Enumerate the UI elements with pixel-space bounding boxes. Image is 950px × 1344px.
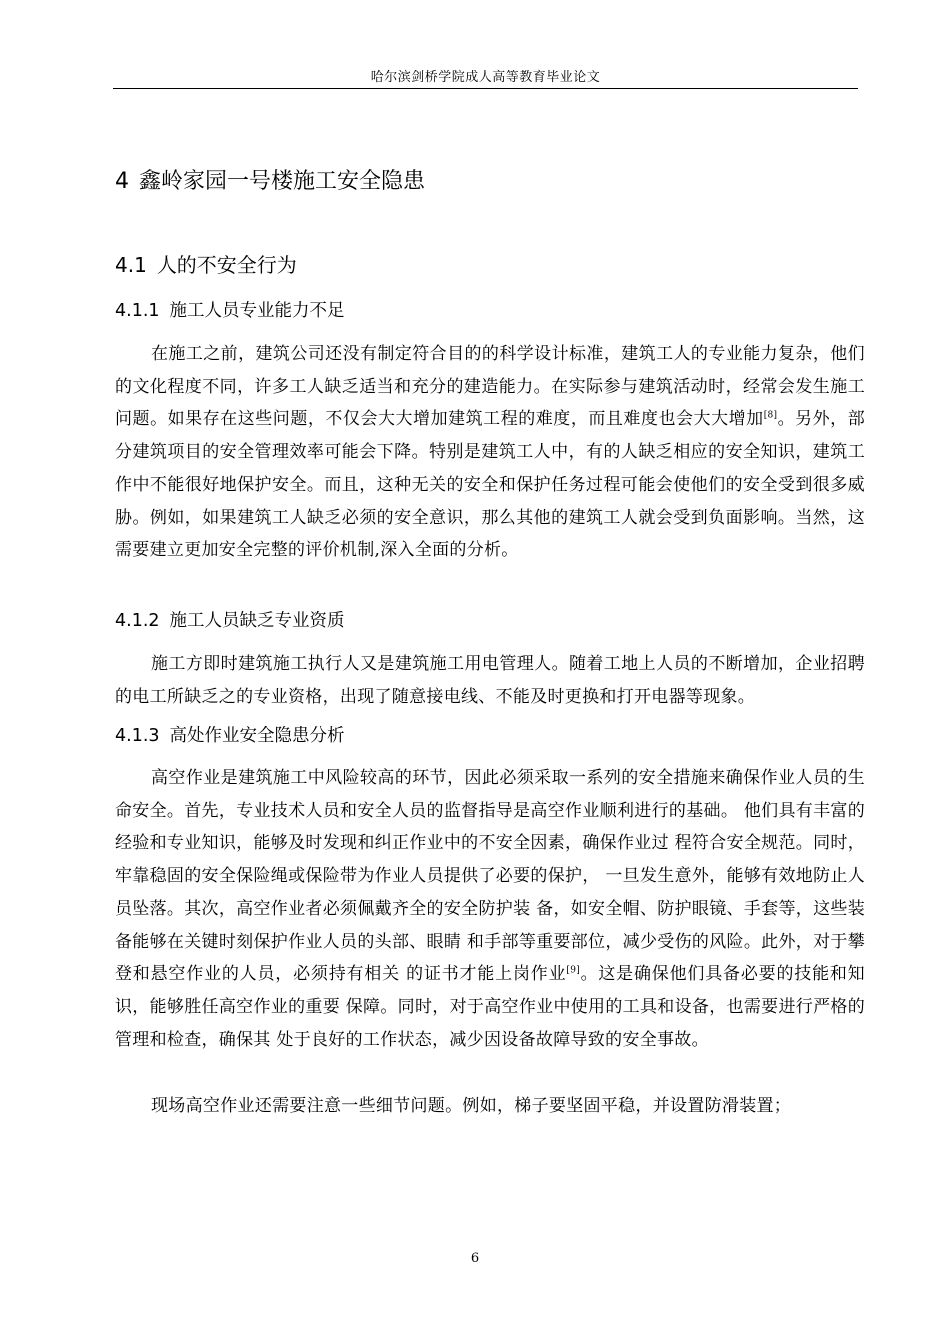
subsection-number: 4.1.1 xyxy=(115,301,160,321)
subsection-title: 高处作业安全隐患分析 xyxy=(169,726,345,746)
section-number: 4.1 xyxy=(115,253,147,277)
paragraph-4-1-3-continued: 现场高空作业还需要注意一些细节问题。例如，梯子要坚固平稳，并设置防滑装置； xyxy=(151,1096,792,1116)
chapter-heading xyxy=(115,164,425,195)
running-header: 哈尔滨剑桥学院成人高等教育毕业论文 xyxy=(370,70,601,85)
paragraph-text: 。另外，部分建筑项目的安全管理效率可能会下降。特别是建筑工人中，有的人缺乏相应的安全知识，建筑工作中不能很好地保护安全。而且，这种无关的安全和保护任务过程可能会使他们的安全受到很多威胁。例如，如果建筑工人缺乏必须的安全意识，那么其他的建筑工人就会受到负面影响。当然，这需要建立更加安全完整的评价机制,深入全面的分析。 xyxy=(115,409,866,561)
paragraph-text: 高空作业是建筑施工中风险较高的环节，因此必须采取一系列的安全措施来确保作业人员的生命安全。首先，专业技术人员和安全人员的监督指导是高空作业顺利进行的基础。 他们具有丰富的经验和专业知识，能够及时发现和纠正作业中的不安全因素，确保作业过 程符合安全规范。同时，牢靠稳固的安全保险绳或保险带为作业人员提供了必要的保护， 一旦发生意外，能够有效地防止人员坠落。其次，高空作业者必须佩戴齐全的安全防护装 备，如安全帽、防护眼镜、手套等，这些装备能够在关键时刻保护作业人员的头部、眼睛 和手部等重要部位，减少受伤的风险。此外，对于攀登和悬空作业的人员，必须持有相关 的证书才能上岗作业 xyxy=(115,768,865,985)
subsection-title: 施工人员专业能力不足 xyxy=(169,301,345,321)
paragraph-4-1-1 xyxy=(115,338,865,567)
page-number: 6 xyxy=(470,1251,480,1266)
subsection-heading-4-1-1 xyxy=(115,297,345,322)
header-rule xyxy=(113,88,858,89)
section-heading xyxy=(115,249,297,278)
citation-ref: [8] xyxy=(763,410,778,421)
subsection-heading-4-1-2 xyxy=(115,607,345,632)
chapter-number: 4 xyxy=(115,169,129,194)
subsection-number: 4.1.2 xyxy=(115,611,160,631)
citation-ref: [9] xyxy=(566,965,581,976)
subsection-heading-4-1-3 xyxy=(115,722,345,747)
section-title: 人的不安全行为 xyxy=(156,253,297,277)
paragraph-4-1-2: 施工方即时建筑施工执行人又是建筑施工用电管理人。随着工地上人员的不断增加，企业招聘的电工所缺乏之的专业资格，出现了随意接电线、不能及时更换和打开电器等现象。 xyxy=(115,654,865,707)
chapter-title: 鑫岭家园一号楼施工安全隐患 xyxy=(139,169,426,194)
subsection-title: 施工人员缺乏专业资质 xyxy=(169,611,345,631)
paragraph-text: 在施工之前，建筑公司还没有制定符合目的的科学设计标准，建筑工人的专业能力复杂，他们的文化程度不同，许多工人缺乏适当和充分的建造能力。在实际参与建筑活动时，经常会发生施工问题。如果存在这些问题，不仅会大大增加建筑工程的难度，而且难度也会大大增加 xyxy=(115,344,865,430)
paragraph-4-1-3 xyxy=(115,762,865,1056)
subsection-number: 4.1.3 xyxy=(115,726,160,746)
paragraph-text: 。这是确保他们具备必要的技能和知识，能够胜任高空作业的重要 保障。同时，对于高空作业中使用的工具和设备，也需要进行严格的管理和检查，确保其 处于良好的工作状态，减少因设备故障导致的安全事故。 xyxy=(115,964,865,1050)
